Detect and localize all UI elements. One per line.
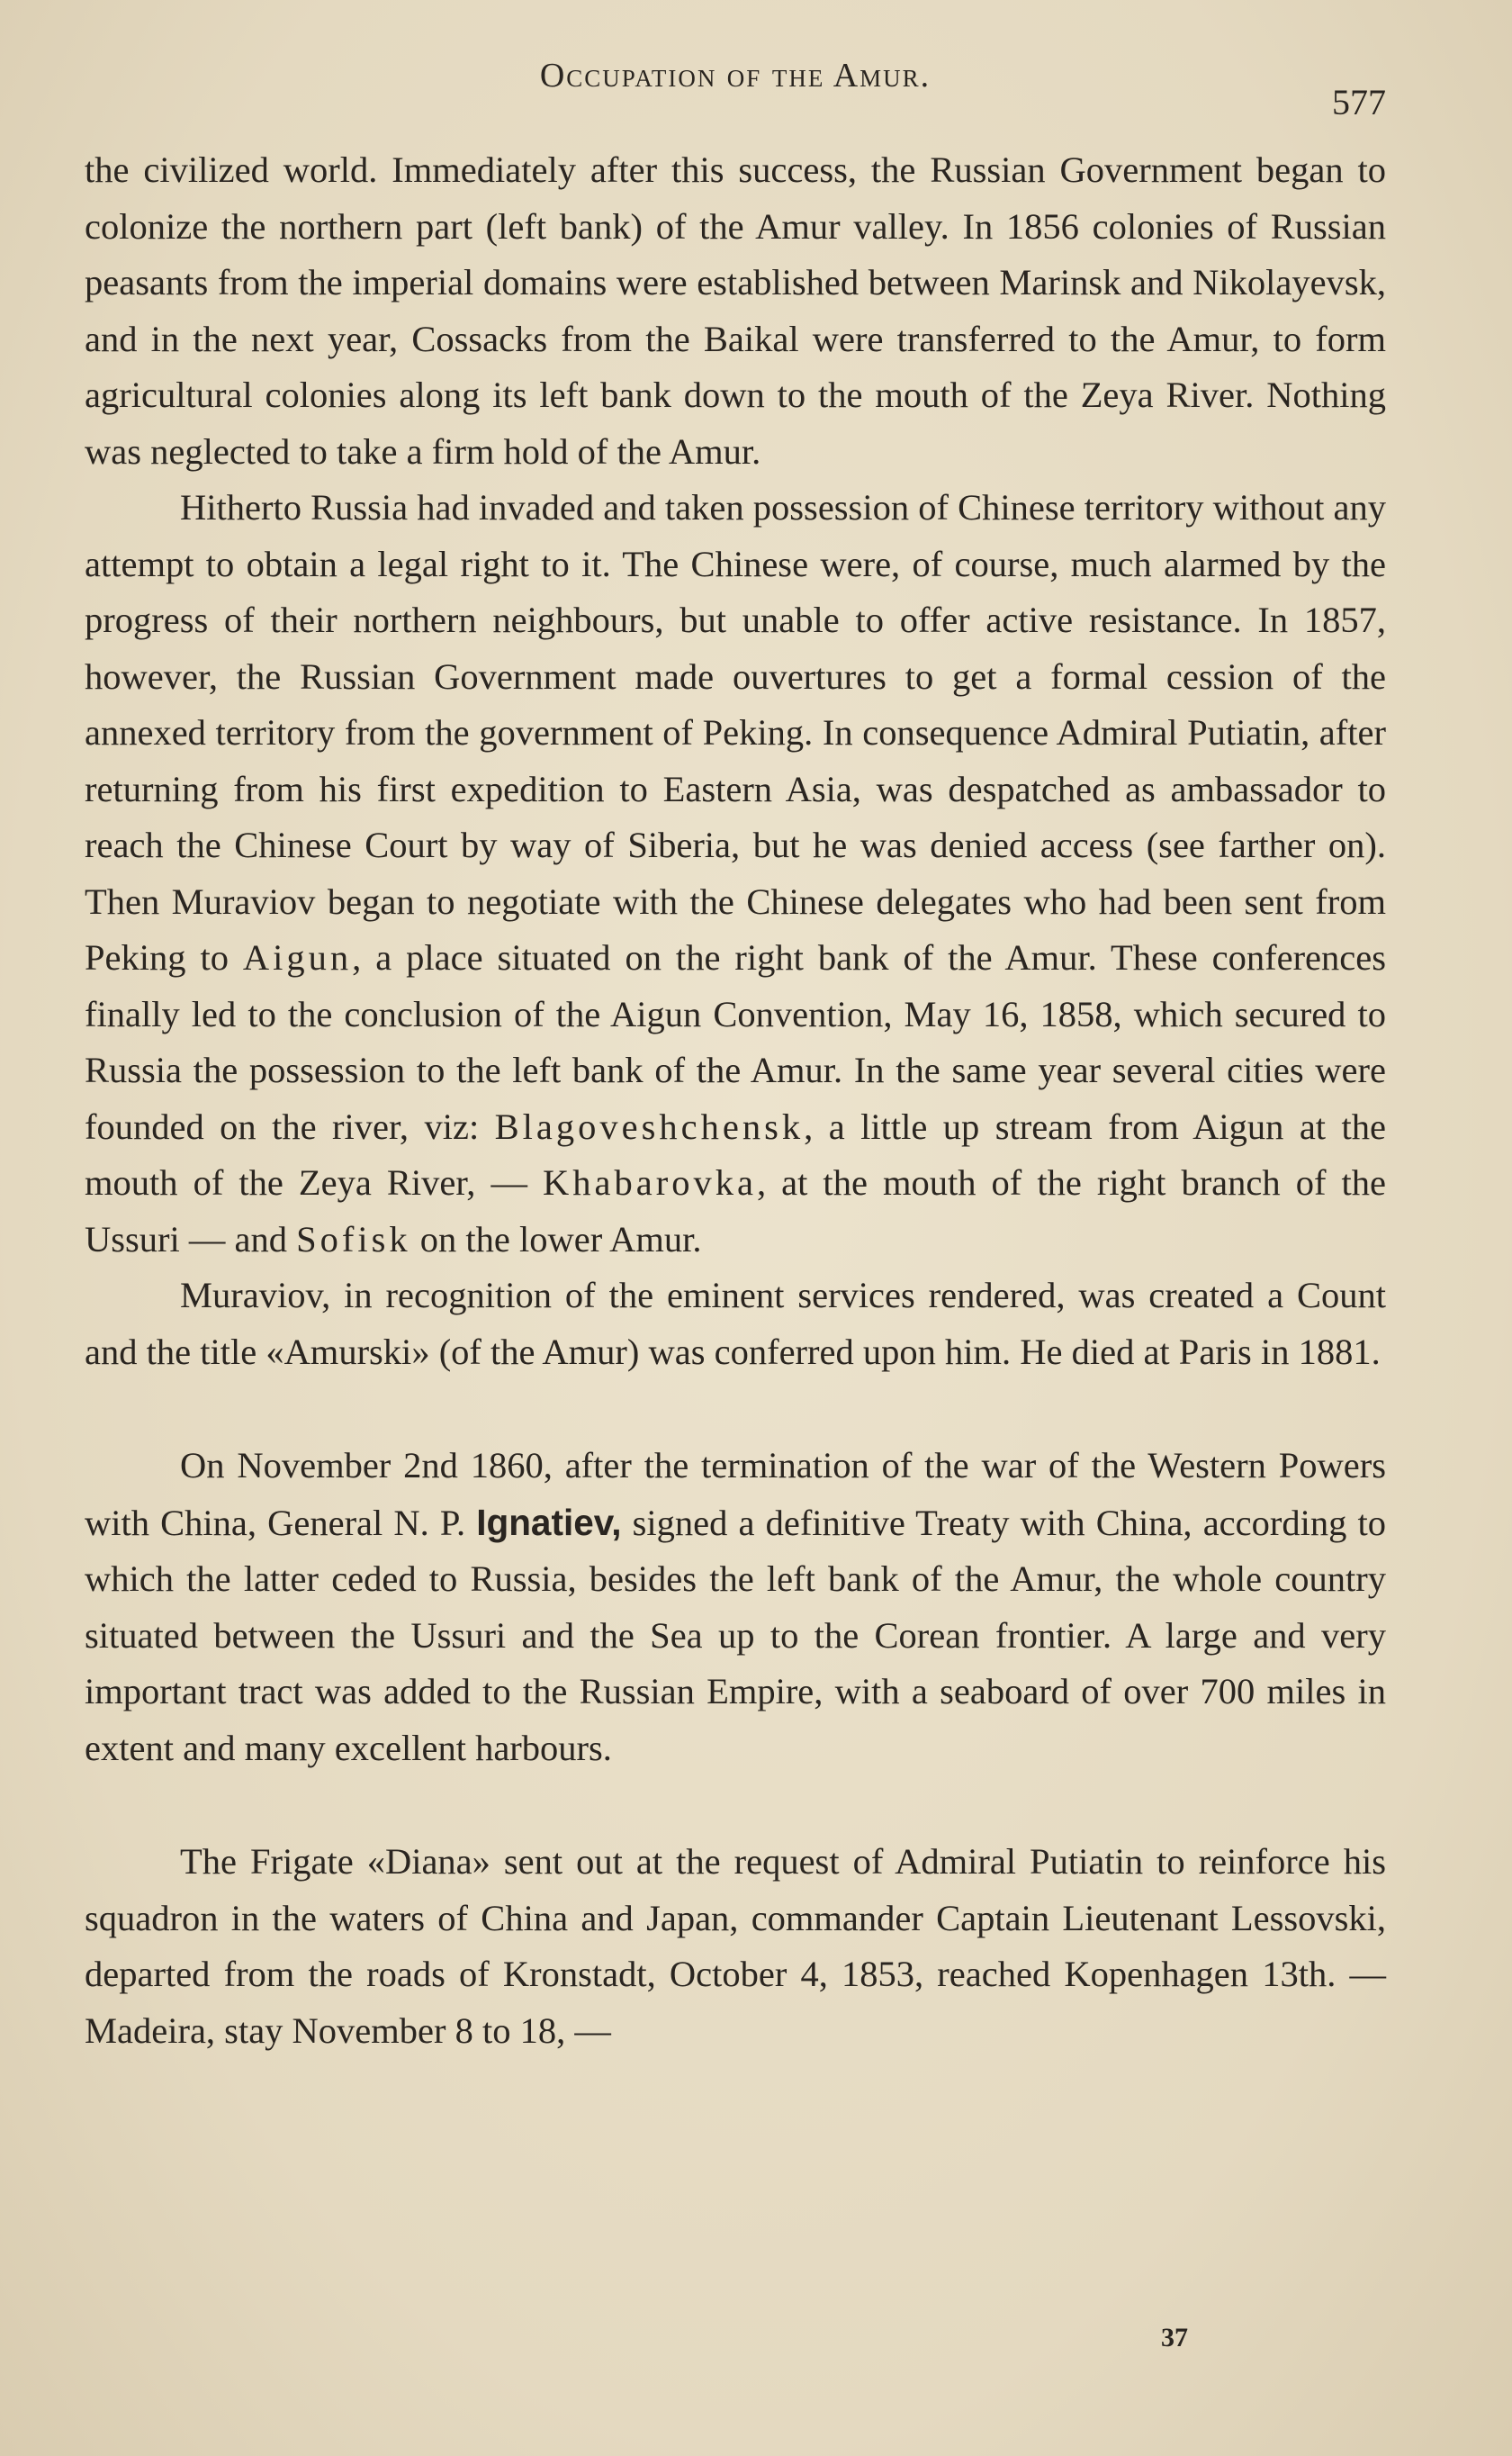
- paragraph-2: [85, 480, 1386, 1268]
- page-number: 577: [1332, 82, 1386, 122]
- paragraph-gap: [85, 1776, 1386, 1834]
- paragraph-gap: [85, 1380, 1386, 1438]
- place-khabarovka: Khabarovka: [543, 1162, 757, 1203]
- paragraph-4-part-b: signed a definitive Treaty with China, according to which the latter ceded to Russia, besides the left bank of the Amur, the whole country situated between the Ussuri and the Sea up to the Corean frontier. A large and very important tract was added to the Russian Empire, with a seaboard of over 700 miles in extent and many excellent harbours.: [85, 1502, 1386, 1768]
- paragraph-2-part-e: on the lower Amur.: [410, 1218, 702, 1260]
- signature-mark: 37: [1161, 2323, 1188, 2352]
- running-head: Occupation of the Amur.: [539, 57, 932, 95]
- place-blagoveshchensk: Blagoveshchensk: [494, 1106, 805, 1147]
- paragraph-4-part-a: On November 2nd 1860, after the termination of the war of the Western Powers with China, General N. P.: [85, 1445, 1386, 1543]
- place-aigun: Aigun: [242, 937, 353, 978]
- paragraph-5: The Frigate «Diana» sent out at the request of Admiral Putiatin to reinforce his squadron in the waters of China and Japan, commander Captain Lieutenant Lessovski, departed from the roads of Kronstadt, October 4, 1853, reached Kopenhagen 13th. — Madeira, stay November 8 to 18, —: [85, 1841, 1386, 2051]
- place-sofisk: Sofisk: [296, 1218, 411, 1260]
- body-text: [85, 142, 1386, 2059]
- paragraph-2-part-b: , a place situated on the right bank of the Amur. These conferences finally led to the conclusion of the Aigun Convention, May 16, 1858, which secured to Russia the possession to the left bank of the Amur. In the same year several cities were founded on the river, viz:: [85, 937, 1386, 1147]
- paragraph-2-part-d: , at the mouth of the right branch of the Ussuri — and: [85, 1162, 1386, 1260]
- paragraph-1: the civilized world. Immediately after this success, the Russian Government began to colonize the northern part (left bank) of the Amur valley. In 1856 colonies of Russian peasants from the imperial domains were established between Marinsk and Nikolayevsk, and in the next year, Cossacks from the Baikal were transferred to the Amur, to form agricultural colonies along its left bank down to the mouth of the Zeya River. Nothing was neglected to take a firm hold of the Amur.: [85, 149, 1386, 472]
- paragraph-2-part-a: Hitherto Russia had invaded and taken possession of Chinese territory without any attempt to obtain a legal right to it. The Chinese were, of course, much alarmed by the progress of their northern neighbours, but unable to offer active resistance. In 1857, however, the Russian Government made ouvertures to get a formal cession of the annexed territory from the government of Peking. In consequence Admiral Putiatin, after returning from his first expedition to Eastern Asia, was despatched as ambassador to reach the Chinese Court by way of Siberia, but he was denied access (see farther on). Then Muraviov began to negotiate with the Chinese delegates who had been sent from Peking to: [85, 487, 1386, 978]
- name-ignatiev: Ignatiev,: [476, 1501, 622, 1543]
- paragraph-4: [85, 1438, 1386, 1776]
- paragraph-2-part-c: , a little up stream from Aigun at the mouth of the Zeya River, —: [85, 1106, 1386, 1203]
- page-header: [85, 56, 1386, 128]
- paragraph-3: Muraviov, in recognition of the eminent services rendered, was created a Count and the title «Amurski» (of the Amur) was conferred upon him. He died at Paris in 1881.: [85, 1275, 1386, 1372]
